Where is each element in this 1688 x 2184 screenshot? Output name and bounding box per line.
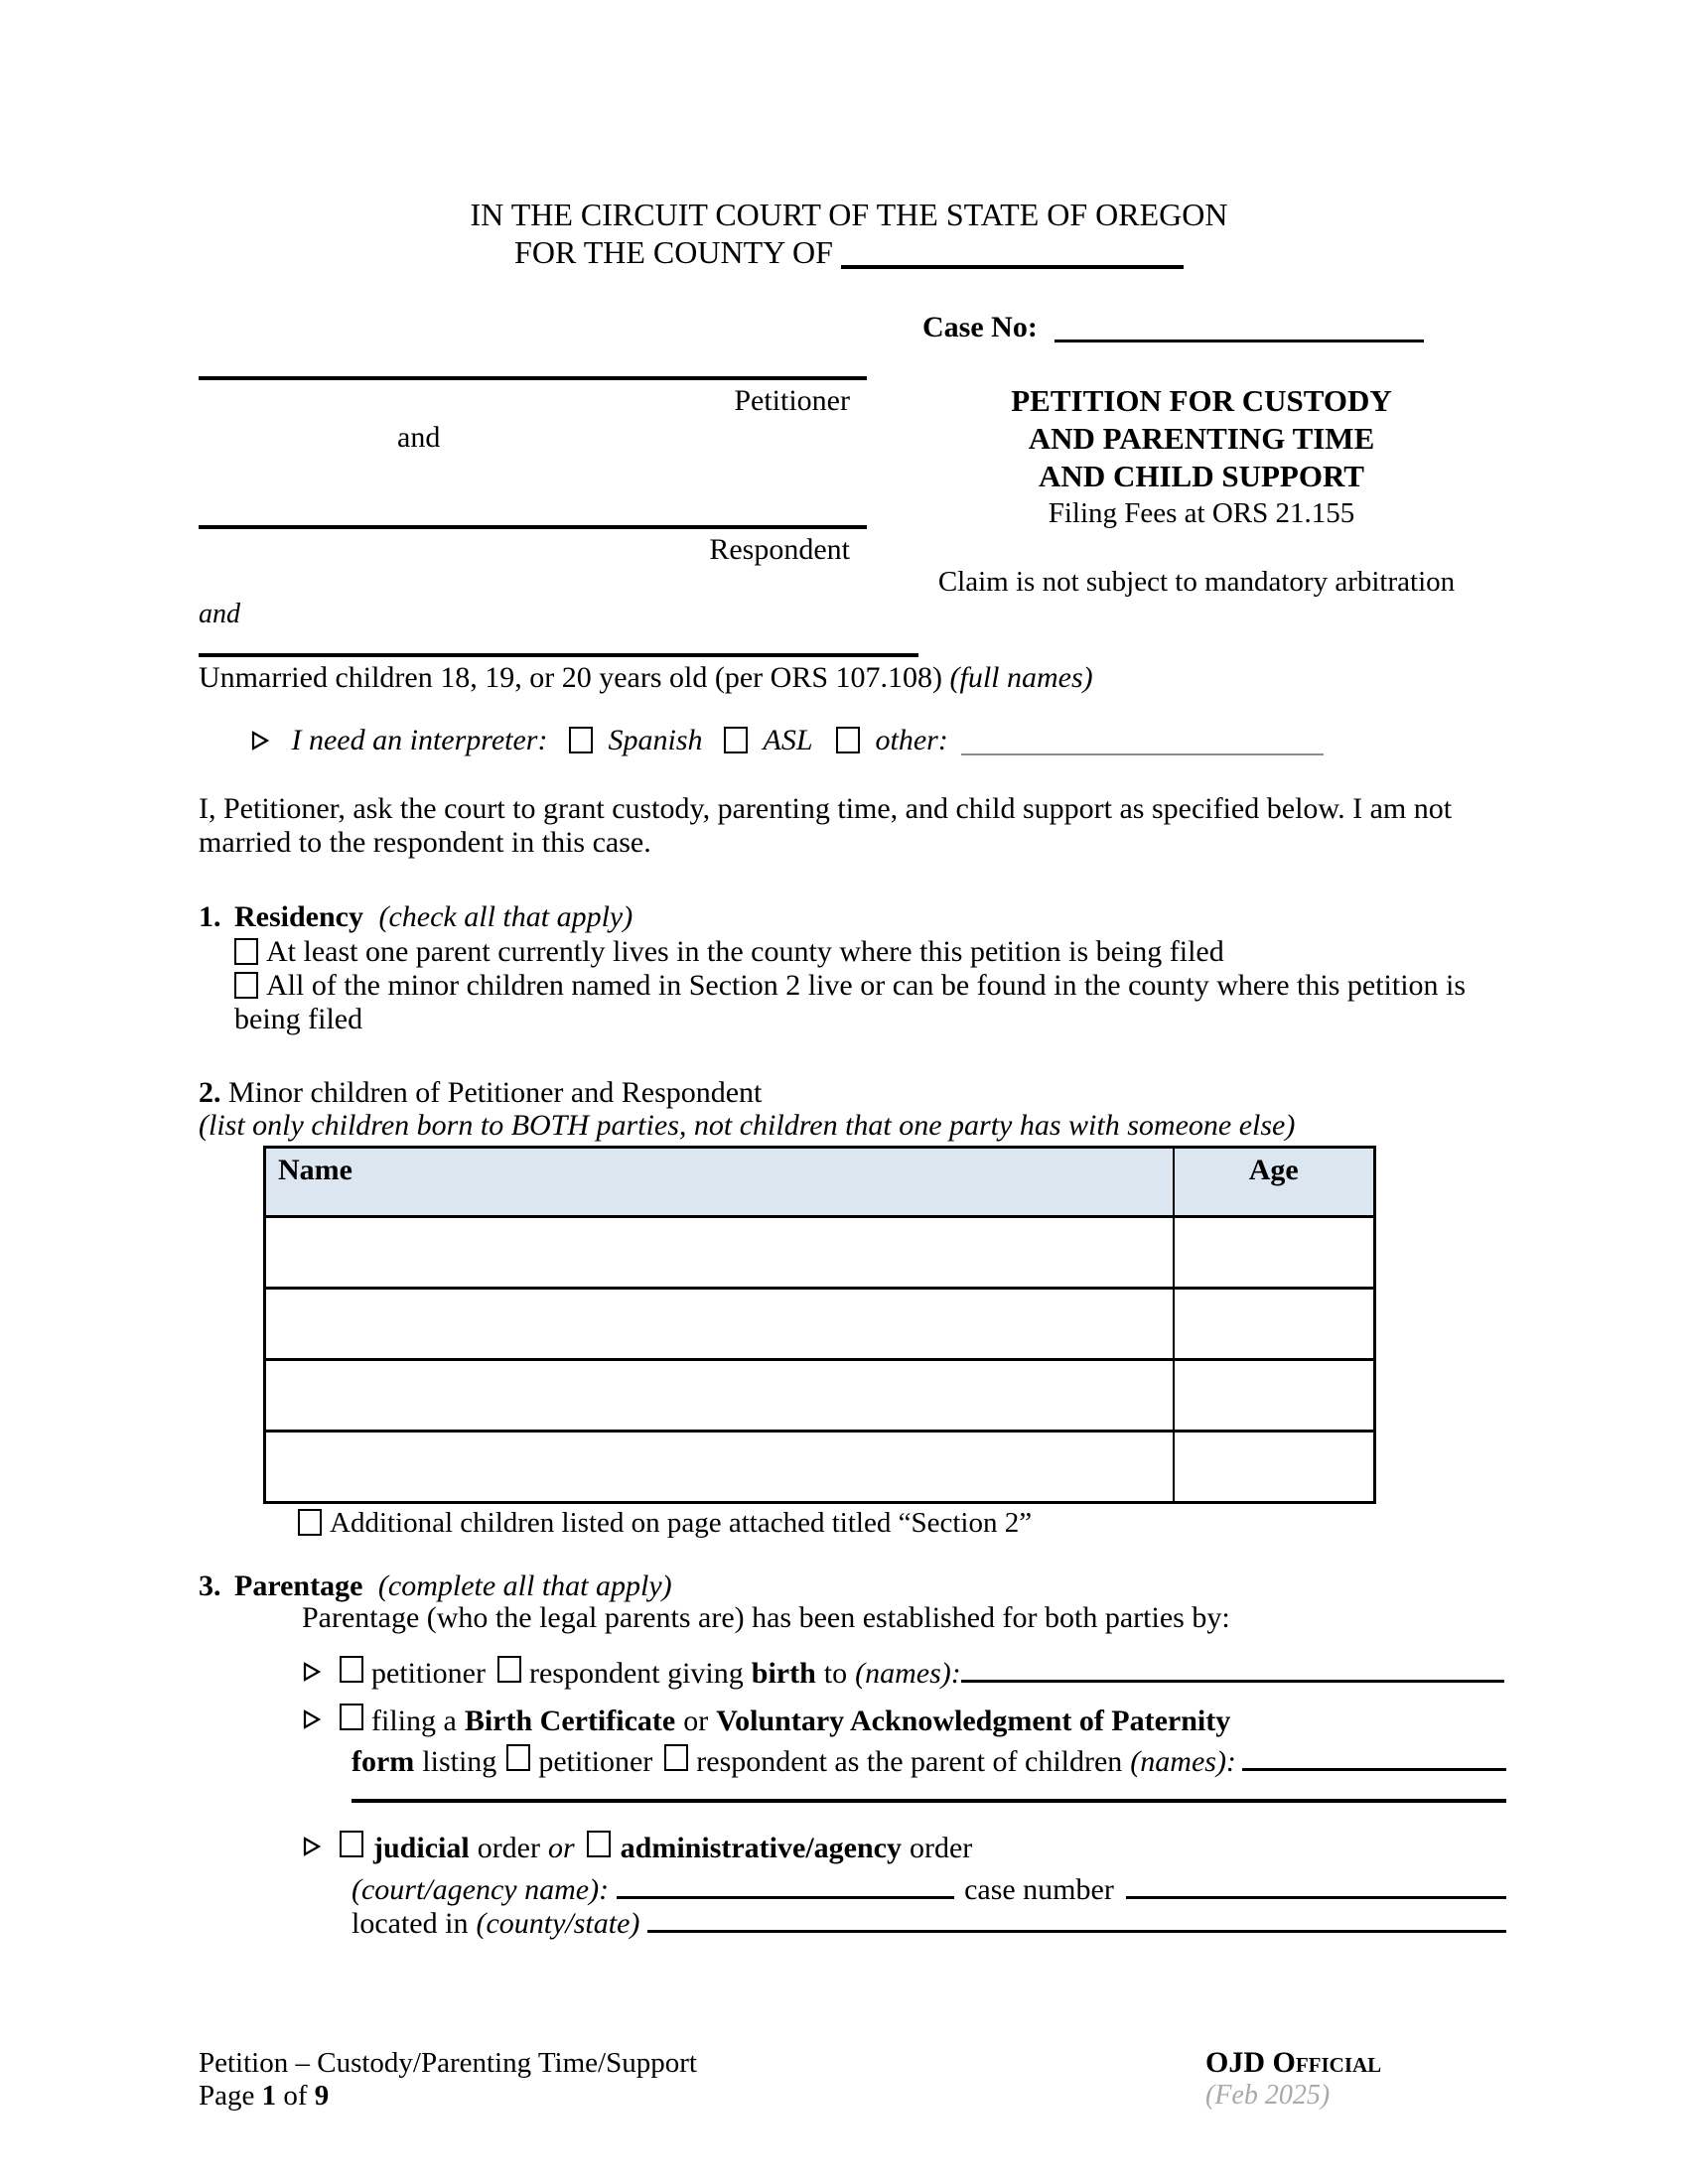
page-total: 9: [314, 2080, 330, 2112]
certificate-names-label: (names):: [1130, 1745, 1236, 1778]
table-row: [265, 1360, 1375, 1432]
birth-to-word: to: [823, 1657, 848, 1690]
section3-hint: (complete all that apply): [377, 1570, 672, 1602]
residency-item2: [234, 969, 1497, 1036]
child-age-cell[interactable]: [1174, 1289, 1375, 1360]
certificate-or-word: or: [683, 1705, 709, 1737]
adult-children-line[interactable]: [199, 653, 918, 657]
respondent-label: Respondent: [709, 533, 850, 566]
children-table-name-header: Name: [265, 1148, 1174, 1217]
court-title-line2: [199, 234, 1499, 270]
section1-hint: (check all that apply): [378, 900, 633, 933]
additional-children-checkbox[interactable]: [298, 1509, 322, 1536]
court-agency-label: (court/agency name):: [352, 1873, 610, 1906]
of-word: of: [283, 2080, 308, 2112]
footer-form-title: Petition – Custody/Parenting Time/Support: [199, 2047, 697, 2079]
arrow-bullet-icon: [302, 1704, 322, 1739]
page-word: Page: [199, 2080, 255, 2112]
birth-petitioner-label: petitioner: [371, 1657, 486, 1690]
footer-page-number: [199, 2078, 329, 2114]
certificate-respondent-label: respondent as the parent of children: [696, 1745, 1123, 1778]
admin-bold: administrative/agency: [620, 1832, 902, 1864]
additional-children-label: Additional children listed on page attached titled “Section 2”: [330, 1507, 1033, 1539]
birth-respondent-checkbox[interactable]: [497, 1656, 521, 1683]
certificate-respondent-checkbox[interactable]: [664, 1744, 688, 1771]
judicial-order-checkbox[interactable]: [340, 1831, 363, 1857]
child-age-cell[interactable]: [1174, 1432, 1375, 1503]
certificate-petitioner-checkbox[interactable]: [506, 1744, 530, 1771]
certificate-names-field-start[interactable]: [1242, 1738, 1506, 1771]
residency-checkbox-1[interactable]: [234, 938, 258, 965]
county-prefix-text: FOR THE COUNTY OF: [514, 234, 833, 270]
child-name-cell[interactable]: [265, 1432, 1174, 1503]
section2-number: 2.: [199, 1076, 221, 1109]
interpreter-spanish-checkbox[interactable]: [569, 727, 593, 753]
located-in-field[interactable]: [647, 1900, 1506, 1933]
table-row: [265, 1217, 1375, 1289]
located-in-label: located in: [352, 1907, 469, 1940]
case-number-label: case number: [964, 1873, 1114, 1906]
section3-title: Parentage: [234, 1570, 363, 1602]
intro-paragraph: I, Petitioner, ask the court to grant custody, parenting time, and child support as specified below. I am not married to the respondent in this case.: [199, 792, 1453, 859]
section3-heading: [199, 1569, 672, 1604]
certificate-bc-bold: Birth Certificate: [464, 1705, 676, 1737]
respondent-name-line[interactable]: [199, 525, 867, 529]
birth-names-field[interactable]: [961, 1650, 1504, 1683]
certificate-petitioner-label: petitioner: [538, 1745, 653, 1778]
interpreter-other-field[interactable]: [961, 724, 1324, 755]
child-name-cell[interactable]: [265, 1217, 1174, 1289]
section1-number: 1.: [199, 900, 221, 933]
interpreter-label: I need an interpreter:: [291, 724, 548, 756]
order-case-number-field[interactable]: [1126, 1866, 1506, 1899]
arrow-bullet-icon: [302, 1831, 322, 1866]
adult-children-text: Unmarried children 18, 19, or 20 years old (per ORS 107.108): [199, 661, 950, 694]
additional-children-line: [298, 1505, 1032, 1541]
certificate-vap-bold: Voluntary Acknowledgment of Paternity: [716, 1705, 1231, 1737]
section3-intro: Parentage (who the legal parents are) has been established for both parties by:: [302, 1601, 1230, 1634]
child-age-cell[interactable]: [1174, 1360, 1375, 1432]
petition-title: [914, 382, 1489, 495]
birth-bold-word: birth: [751, 1657, 816, 1690]
interpreter-other-checkbox[interactable]: [836, 727, 860, 753]
adult-children-caption: [199, 660, 1093, 696]
residency-checkbox-2[interactable]: [234, 972, 258, 999]
children-table-age-header: Age: [1174, 1148, 1375, 1217]
petition-title-line1: PETITION FOR CUSTODY: [1011, 383, 1392, 418]
table-row: [265, 1432, 1375, 1503]
order-word-2: order: [909, 1832, 973, 1864]
page-num: 1: [261, 2080, 277, 2112]
petitioner-label: Petitioner: [734, 384, 850, 417]
ojd-official-badge: OJD Official: [1205, 2046, 1382, 2079]
children-table: [263, 1146, 1376, 1504]
petition-title-line2: AND PARENTING TIME: [1028, 421, 1375, 456]
interpreter-spanish-label: Spanish: [608, 724, 703, 756]
judicial-bold: judicial: [373, 1832, 470, 1864]
section3-number: 3.: [199, 1570, 221, 1602]
court-agency-field[interactable]: [617, 1866, 954, 1899]
parentage-bullet-birth: [302, 1650, 1504, 1692]
interpreter-asl-checkbox[interactable]: [724, 727, 748, 753]
and-separator-2: and: [199, 599, 240, 629]
children-table-header-row: [265, 1148, 1375, 1217]
and-separator-1: and: [397, 421, 441, 454]
admin-order-checkbox[interactable]: [587, 1831, 611, 1857]
residency-item2-label: All of the minor children named in Section 2 live or can be found in the county where this petition is being filed: [234, 969, 1467, 1035]
birth-names-label: (names):: [855, 1657, 961, 1690]
residency-item1: [234, 934, 1224, 970]
arbitration-note: Claim is not subject to mandatory arbitration: [937, 566, 1456, 598]
certificate-listing-word: listing: [422, 1745, 497, 1778]
birth-petitioner-checkbox[interactable]: [340, 1656, 363, 1683]
petitioner-name-line[interactable]: [199, 376, 867, 380]
parentage-bullet-certificate: [302, 1704, 1230, 1739]
case-no-field[interactable]: [1055, 310, 1424, 342]
certificate-checkbox[interactable]: [340, 1704, 363, 1730]
birth-respondent-label: respondent giving: [528, 1657, 744, 1690]
filing-fees-note: Filing Fees at ORS 21.155: [1048, 497, 1355, 529]
child-name-cell[interactable]: [265, 1360, 1174, 1432]
certificate-names-field-continued[interactable]: [352, 1799, 1506, 1803]
residency-item1-label: At least one parent currently lives in the county where this petition is being filed: [266, 935, 1224, 968]
or-word: or: [547, 1832, 575, 1864]
child-name-cell[interactable]: [265, 1289, 1174, 1360]
case-no-label: Case No:: [922, 311, 1038, 343]
arrow-bullet-icon: [302, 1656, 322, 1692]
adult-children-fullnames: (full names): [949, 661, 1093, 694]
section1-heading: [199, 899, 633, 935]
county-field[interactable]: [841, 235, 1184, 269]
case-no-line: [922, 310, 1424, 345]
certificate-form-bold: form: [352, 1745, 415, 1778]
certificate-filing-text: filing a: [371, 1705, 457, 1737]
section2-title: Minor children of Petitioner and Respondent: [220, 1076, 763, 1109]
petition-title-line3: AND CHILD SUPPORT: [1039, 459, 1364, 493]
court-title-line1: IN THE CIRCUIT COURT OF THE STATE OF OREGON: [470, 197, 1228, 232]
section2-note: (list only children born to BOTH parties, not children that one party has with someone else): [199, 1109, 1296, 1142]
county-state-label: (county/state): [476, 1907, 640, 1940]
interpreter-other-label: other:: [875, 724, 948, 756]
section1-title: Residency: [234, 900, 363, 933]
order-word-1: order: [477, 1832, 540, 1864]
parentage-bullet-order: [302, 1831, 972, 1866]
table-row: [265, 1289, 1375, 1360]
parentage-bullet-certificate-line2: [352, 1738, 1506, 1780]
child-age-cell[interactable]: [1174, 1217, 1375, 1289]
section2-heading: [199, 1075, 762, 1111]
order-detail-line2: [352, 1900, 1506, 1942]
form-revision-date: (Feb 2025): [1205, 2080, 1331, 2111]
interpreter-asl-label: ASL: [763, 724, 813, 756]
interpreter-line: [250, 723, 1324, 760]
arrow-bullet-icon: [250, 725, 270, 760]
